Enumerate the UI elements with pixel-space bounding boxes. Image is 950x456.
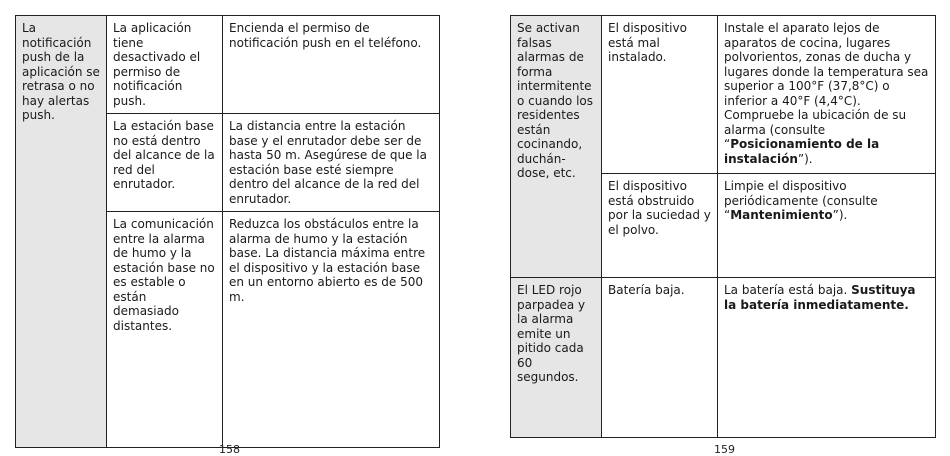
symptom-cell bbox=[511, 278, 602, 438]
symptom-text: Se activan falsas alarmas de forma intermitente o cuando los residentes están cocinando, duchán- dose, etc. bbox=[517, 21, 594, 180]
cause-cell bbox=[602, 278, 718, 438]
cause-cell bbox=[602, 174, 718, 278]
reference-link-text: Posicionamiento de la instalación bbox=[724, 137, 880, 166]
cause-text: La estación base no está dentro del alcance de la red del enrutador. bbox=[113, 119, 215, 191]
solution-text: La batería está baja. bbox=[724, 283, 852, 297]
symptom-cell bbox=[511, 16, 602, 278]
page-number: 159 bbox=[714, 443, 735, 456]
solution-cell bbox=[718, 278, 936, 438]
solution-cell bbox=[718, 174, 936, 278]
cause-cell bbox=[107, 114, 223, 212]
cause-text: Batería baja. bbox=[608, 283, 685, 297]
page-number: 158 bbox=[219, 443, 240, 456]
cause-text: La comunicación entre la alarma de humo y la estación base no es estable o están demasiado distantes. bbox=[113, 217, 215, 333]
cause-text: El dispositivo está mal instalado. bbox=[608, 21, 687, 64]
solution-bold-text: Sustituya la batería inmediatamente. bbox=[724, 283, 916, 312]
solution-text: Limpie el dispositivo periódicamente (consulte “ bbox=[724, 179, 878, 222]
cause-cell bbox=[107, 212, 223, 448]
solution-text: Instale el aparato lejos de aparatos de cocina, lugares polvorientos, zonas de ducha y lugares donde la temperatura sea superior a 100°F (37,8°C) o inferior a 40°F (4,4°C). Compruebe la ubicación de su alarma (consulte “ bbox=[724, 21, 929, 151]
solution-cell bbox=[223, 212, 440, 448]
solution-end: ”). bbox=[797, 151, 813, 166]
solution-text: Encienda el permiso de notificación push en el teléfono. bbox=[229, 21, 422, 50]
cause-text: El dispositivo está obstruido por la suciedad y el polvo. bbox=[608, 179, 711, 237]
symptom-text: La notificación push de la aplicación se retrasa o no hay alertas push. bbox=[22, 21, 100, 122]
solution-cell bbox=[718, 16, 936, 174]
reference-link-text: Mantenimiento bbox=[730, 208, 833, 222]
symptom-text: El LED rojo parpadea y la alarma emite un pitido cada 60 segundos. bbox=[517, 283, 586, 384]
cause-text: La aplicación tiene desactivado el permiso de notificación push. bbox=[113, 21, 201, 108]
cause-cell bbox=[602, 16, 718, 174]
cause-cell bbox=[107, 16, 223, 114]
solution-text: La distancia entre la estación base y el enrutador debe ser de hasta 50 m. Asegúrese de que la estación base esté siempre dentro del alcance de la red del enrutador. bbox=[229, 119, 427, 206]
solution-end: ”). bbox=[832, 208, 848, 222]
solution-cell bbox=[223, 16, 440, 114]
left-troubleshooting-table bbox=[15, 15, 440, 448]
symptom-cell bbox=[16, 16, 107, 448]
solution-text: Reduzca los obstáculos entre la alarma de humo y la estación base. La distancia máxima entre el dispositivo y la estación base en un entorno abierto es de 500 m. bbox=[229, 217, 426, 304]
right-troubleshooting-table bbox=[510, 15, 936, 438]
solution-cell bbox=[223, 114, 440, 212]
